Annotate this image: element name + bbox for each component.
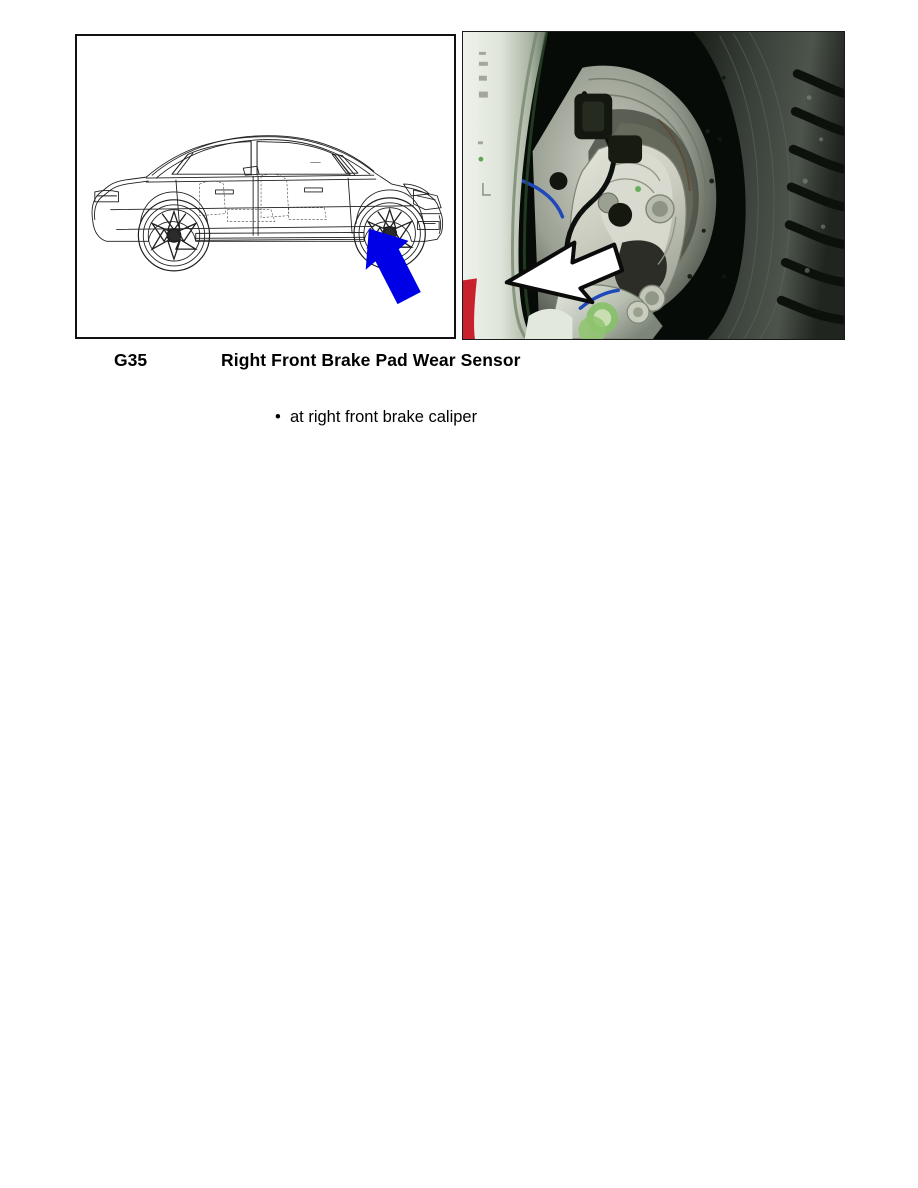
caption-row [0,350,918,376]
figure-row [0,0,918,345]
vehicle-diagram-panel [75,34,456,339]
brake-caliper-photograph [463,32,844,339]
notes-list [0,406,918,428]
list-item [0,406,918,428]
component-code: G35 [114,350,148,370]
note-text: at right front brake caliper [290,408,478,426]
vehicle-line-drawing [77,36,454,337]
component-title: Right Front Brake Pad Wear Sensor [221,350,521,370]
brake-caliper-photo-panel [462,31,845,340]
bullet-icon: • [275,408,281,426]
